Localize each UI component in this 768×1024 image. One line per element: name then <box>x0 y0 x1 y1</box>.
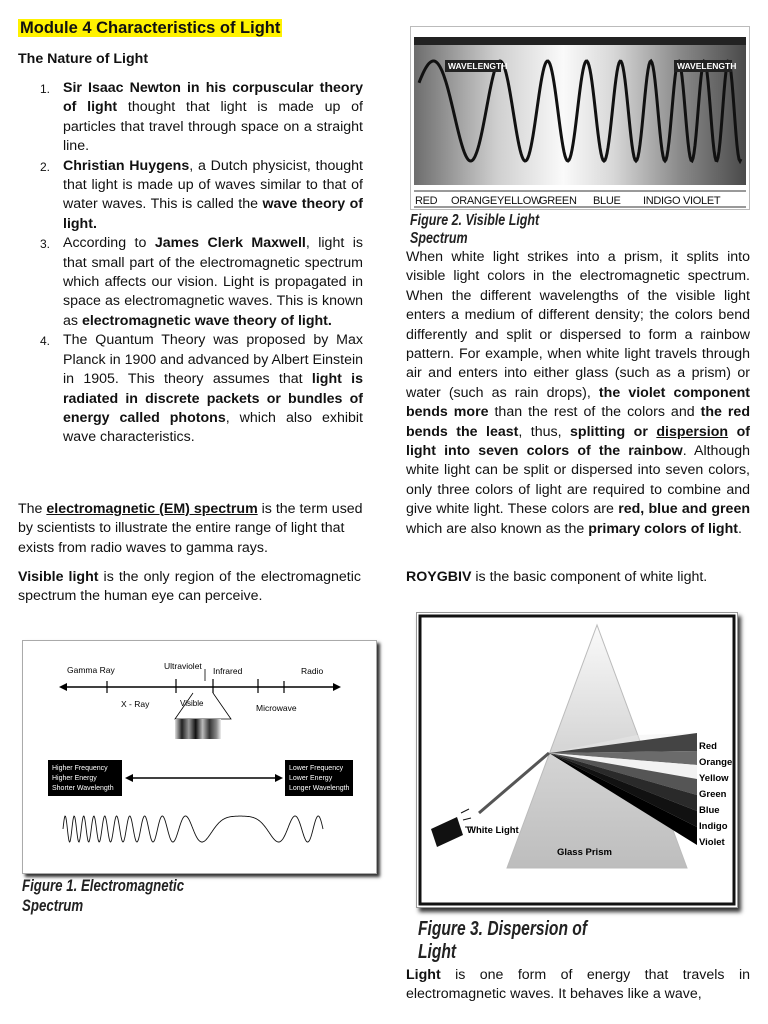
figure-3-image <box>416 612 738 908</box>
text-run: According to <box>63 235 155 252</box>
bold-text: electromagnetic (EM) spectrum <box>46 501 258 517</box>
spectrum-color-blue: BLUE <box>593 195 621 207</box>
ray-label-indigo: Indigo <box>699 821 728 832</box>
label-x-ray: X - Ray <box>121 699 150 709</box>
bold-text: James Clerk Maxwell <box>154 235 306 252</box>
spectrum-color-violet: VIOLET <box>683 195 721 207</box>
ray-label-orange: Orange <box>699 757 733 768</box>
svg-text:Higher Energy: Higher Energy <box>52 775 97 782</box>
white-light-label: White Light <box>467 825 519 836</box>
text-run: The <box>18 501 47 517</box>
text-run: The Quantum Theory was proposed by Max Planck in 1900 and advanced by Albert Einstein in 1905. This theory assumes that <box>63 332 363 388</box>
label-microwave: Microwave <box>256 703 297 713</box>
list-item <box>18 234 363 331</box>
roygbiv-paragraph <box>406 568 750 587</box>
bold-text: splitting or <box>570 423 657 440</box>
bold-text: the violet component bends more <box>406 384 750 421</box>
list-number: 4. <box>40 334 51 349</box>
light-paragraph <box>406 966 750 1005</box>
bold-text: light is radiated in discrete packets or bundles of energy called photons <box>63 371 364 426</box>
bold-text: wave theory of light. <box>63 196 363 232</box>
label-radio: Radio <box>301 666 324 676</box>
label-ultraviolet: Ultraviolet <box>164 661 202 671</box>
bold-text: of light into seven colors of the rainbow <box>406 423 750 460</box>
spectrum-color-yellow: YELLOW <box>497 195 542 207</box>
list-number: 2. <box>40 159 51 174</box>
svg-text:Higher Frequency: Higher Frequency <box>52 765 108 772</box>
bold-text: Christian Huygens <box>63 157 190 174</box>
text-run: than the rest of the colors and <box>488 404 701 421</box>
text-run: . <box>737 520 742 537</box>
figure-2-caption: Figure 2. Visible Light Spectrum <box>410 212 540 247</box>
spectrum-color-green: GREEN <box>539 195 577 207</box>
list-item-text <box>63 80 363 154</box>
bold-text: the red bends the least <box>406 404 750 440</box>
wavelength-label-right: WAVELENGTH <box>677 61 737 71</box>
text-run: , a Dutch physicist, thought that light is made up of waves similar to that of water waves. This is called the <box>63 157 363 213</box>
bold-text: ROYGBIV <box>406 569 472 585</box>
ray-label-yellow: Yellow <box>699 773 729 784</box>
bold-text: primary colors of light <box>588 520 738 537</box>
label-visible: Visible <box>180 699 204 708</box>
text-run: is the term used by scientists to illustrate the entire range of light that exists from radio waves to gamma rays. <box>18 501 363 556</box>
ray-label-blue: Blue <box>699 805 720 816</box>
list-item <box>18 157 363 235</box>
label-infrared: Infrared <box>213 666 243 676</box>
svg-text:Longer Wavelength: Longer Wavelength <box>289 785 350 792</box>
figure-1-caption: Figure 1. Electromagnetic Spectrum <box>22 876 185 915</box>
wavelength-label-left: WAVELENGTH <box>448 61 508 71</box>
figure-1-image <box>22 640 377 874</box>
bold-text: red, blue and green <box>618 501 750 518</box>
text-run: , which also exhibit wave characteristics. <box>63 409 364 446</box>
spectrum-color-indigo: INDIGO <box>643 195 681 207</box>
text-run: When white light strikes into a prism, it splits into visible light colors in the electromagnetic spectrum. When the different wavelengths of the visible light enters a medium of different density; the colors bend differently and split or dispersed to form a rainbow pattern. For example, when white light travels through air and enters into either glass (such as a prism) or water (such as rain drops), <box>406 249 750 401</box>
visible-band <box>175 719 221 739</box>
list-number: 3. <box>40 237 51 252</box>
text-run: is the only region of the electromagnetic spectrum the human eye can perceive. <box>18 569 361 605</box>
spectrum-color-orange: ORANGE <box>451 195 497 207</box>
list-item-text <box>63 332 363 445</box>
svg-text:Lower Energy: Lower Energy <box>289 775 333 782</box>
visible-light-paragraph <box>18 568 361 607</box>
label-gamma-ray: Gamma Ray <box>67 665 115 675</box>
text-run: which are also known as the <box>406 520 589 537</box>
list-item-text <box>63 235 363 329</box>
bold-text: Visible light <box>18 569 99 585</box>
svg-text:Shorter Wavelength: Shorter Wavelength <box>52 785 114 792</box>
bold-text: Sir Isaac Newton in his corpuscular theory of light <box>63 80 363 116</box>
bold-text: dispersion <box>656 423 729 440</box>
text-run: . Although white light can be split or dispersed into seven colors, only three colors of light are required to combine and give white light. These colors are <box>406 443 750 518</box>
figure-2-image <box>410 26 750 210</box>
em-wave <box>63 816 323 842</box>
ray-label-green: Green <box>699 789 727 800</box>
text-run: is the basic component of white light. <box>471 569 708 585</box>
page-title: Module 4 Characteristics of Light <box>20 19 281 37</box>
text-run: , light is that small part of the electromagnetic spectrum which affects our vision. Light is propagated in space as electromagnetic waves. This is known as <box>63 235 363 329</box>
theory-list <box>18 79 363 448</box>
em-spectrum-paragraph <box>18 500 363 558</box>
bold-text: electromagnetic wave theory of light. <box>81 312 332 329</box>
text-run: thought that light is made up of particles that travel through space on a straight line. <box>63 99 363 155</box>
list-item-text <box>63 158 363 232</box>
ray-label-violet: Violet <box>699 837 725 848</box>
section-heading: The Nature of Light <box>18 51 149 67</box>
spectrum-color-red: RED <box>415 195 438 207</box>
glass-prism-label: Glass Prism <box>557 847 612 858</box>
text-run: is one form of energy that travels in electromagnetic waves. It behaves like a wave, <box>406 967 750 1003</box>
svg-text:Lower Frequency: Lower Frequency <box>289 765 344 772</box>
bold-text: Light <box>406 967 441 983</box>
list-item <box>18 79 363 157</box>
text-run: , thus, <box>518 423 571 440</box>
list-item <box>18 331 363 447</box>
figure-3-caption: Figure 3. Dispersion of Light <box>418 918 588 963</box>
prism-paragraph <box>406 248 750 539</box>
list-number: 1. <box>40 82 51 96</box>
ray-label-red: Red <box>699 741 717 752</box>
